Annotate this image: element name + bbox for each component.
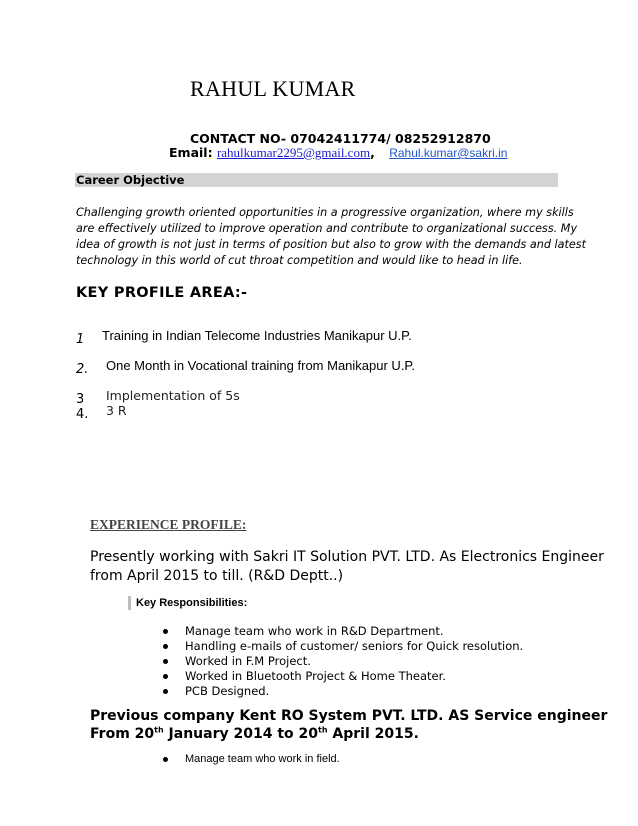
bullet-icon <box>163 689 168 694</box>
key-profile-item <box>76 403 88 422</box>
previous-dates <box>90 725 607 743</box>
responsibilities-list <box>163 624 523 699</box>
email-link-secondary[interactable]: Rahul.kumar@sakri.in <box>389 146 508 160</box>
responsibilities-marker <box>128 596 131 610</box>
previous-line: Previous company Kent RO System PVT. LTD. AS Service engineer <box>90 708 608 724</box>
list-item-text: PCB Designed. <box>185 684 270 698</box>
email-link-primary[interactable]: rahulkumar2295@gmail.com <box>216 145 371 160</box>
email-separator: , <box>370 145 375 160</box>
bullet-icon <box>163 629 168 634</box>
key-profile-heading: KEY PROFILE AREA:- <box>76 285 248 301</box>
previous-duties-list <box>163 752 340 767</box>
bullet-icon <box>163 659 168 664</box>
list-item <box>163 639 523 654</box>
previous-dates-part: From 20 <box>90 726 155 742</box>
key-profile-text: Training in Indian Telecome Industries Manikapur U.P. <box>102 328 412 343</box>
list-item-text: Manage team who work in R&D Department. <box>185 624 444 638</box>
previous-dates-part: April 2015. <box>327 726 419 742</box>
key-profile-item <box>76 328 84 347</box>
key-profile-number: 1 <box>76 332 85 347</box>
list-item <box>163 654 523 669</box>
responsibilities-heading: Key Responsibilities: <box>136 597 248 609</box>
list-item-text: Worked in F.M Project. <box>185 654 311 668</box>
bullet-icon <box>163 644 168 649</box>
key-profile-text: 3 R <box>106 403 127 418</box>
career-objective-heading: Career Objective <box>76 173 185 187</box>
career-objective-text <box>76 205 586 269</box>
email-label: Email: <box>169 145 213 160</box>
list-item <box>163 684 523 699</box>
key-profile-number: 2. <box>76 362 89 377</box>
list-item <box>163 669 523 684</box>
list-item-text: Handling e-mails of customer/ seniors for Quick resolution. <box>185 639 524 653</box>
list-item <box>163 752 340 767</box>
ordinal-suffix: th <box>318 725 328 735</box>
key-profile-text: One Month in Vocational training from Manikapur U.P. <box>106 358 416 373</box>
bullet-icon <box>163 674 168 679</box>
previous-employment <box>90 707 607 743</box>
previous-dates-part: January 2014 to 20 <box>163 726 318 742</box>
ordinal-suffix: th <box>154 725 164 735</box>
objective-line: idea of growth is not just in terms of position but also to grow with the demands and latest <box>76 238 586 251</box>
key-profile-number: 3 <box>76 392 85 407</box>
list-item-text: Manage team who work in field. <box>185 753 340 765</box>
candidate-name: RAHUL KUMAR <box>190 76 356 101</box>
list-item <box>163 624 523 639</box>
objective-line: Challenging growth oriented opportunities in a progressive organization, where my skills <box>76 206 574 219</box>
present-employment <box>90 548 604 586</box>
experience-heading: EXPERIENCE PROFILE: <box>90 517 247 532</box>
key-profile-item <box>76 358 88 377</box>
present-line: from April 2015 to till. (R&D Deptt..) <box>90 568 344 584</box>
bullet-icon <box>163 757 168 762</box>
objective-line: technology in this world of cut throat competition and would like to head in life. <box>76 254 523 267</box>
present-line: Presently working with Sakri IT Solution PVT. LTD. As Electronics Engineer <box>90 549 604 565</box>
key-profile-number: 4. <box>76 407 89 422</box>
email-row <box>169 145 507 161</box>
key-profile-text: Implementation of 5s <box>106 388 240 403</box>
contact-number: CONTACT NO- 07042411774/ 08252912870 <box>190 131 491 146</box>
list-item-text: Worked in Bluetooth Project & Home Theater. <box>185 669 446 683</box>
objective-line: are effectively utilized to improve operation and contribute to organizational success. My <box>76 222 578 235</box>
